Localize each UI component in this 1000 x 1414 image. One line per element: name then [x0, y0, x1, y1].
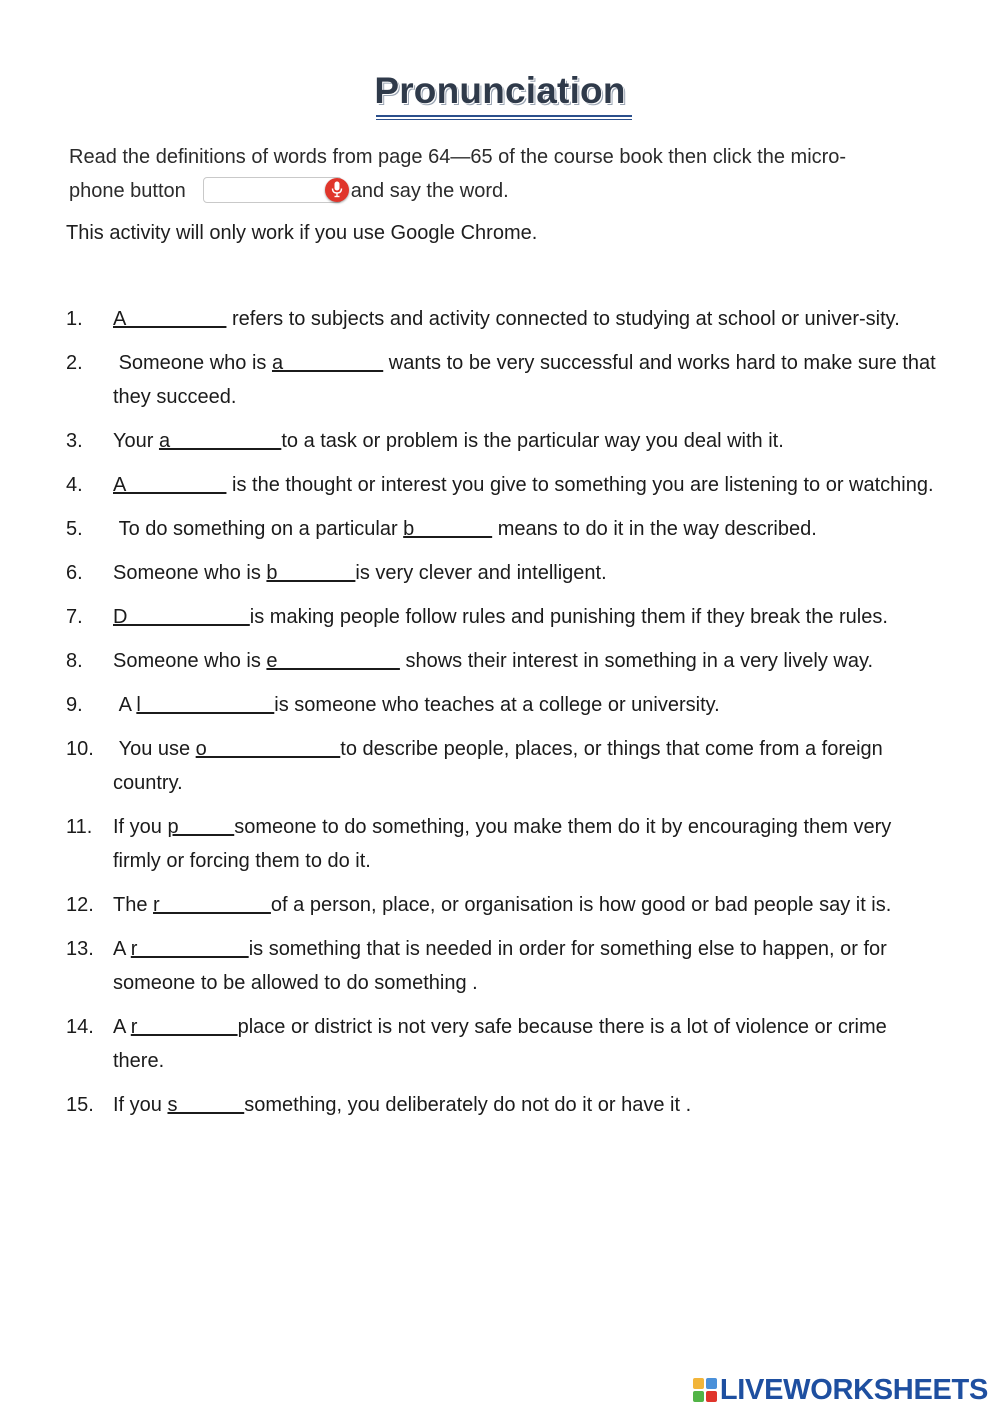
question-pre: A: [113, 1016, 131, 1038]
speech-input-box[interactable]: [203, 177, 342, 203]
question-pre: If you: [113, 816, 168, 838]
question-post: is very clever and intelligent.: [355, 562, 607, 584]
microphone-icon: [331, 181, 343, 198]
question-text: [113, 688, 936, 722]
answer-blank[interactable]: b: [403, 518, 493, 540]
answer-blank[interactable]: b: [266, 562, 356, 584]
question-text: [113, 810, 936, 878]
question-item: [66, 512, 936, 546]
question-number: 7.: [66, 606, 83, 628]
question-post: to describe people, places, or things that come from a foreign country.: [113, 738, 889, 794]
question-number: 3.: [66, 430, 83, 452]
question-text: [113, 600, 936, 634]
logo-square: [706, 1378, 717, 1389]
question-item: [66, 888, 936, 922]
question-post: to a task or problem is the particular way you deal with it.: [281, 430, 784, 452]
question-number: 6.: [66, 562, 83, 584]
title-underline: [376, 115, 632, 117]
question-post: something, you deliberately do not do it or have it .: [244, 1094, 692, 1116]
question-number: 11.: [66, 816, 93, 838]
question-post: is someone who teaches at a college or university.: [274, 694, 720, 716]
question-post: is the thought or interest you give to something you are listening to or watching.: [226, 474, 934, 496]
question-number: 13.: [66, 938, 94, 960]
instructions-line-2b: and say the word.: [350, 180, 509, 202]
question-number: 12.: [66, 894, 94, 916]
answer-blank[interactable]: s: [167, 1094, 245, 1116]
answer-blank[interactable]: l: [136, 694, 275, 716]
question-list: [66, 302, 942, 1132]
question-item: [66, 600, 936, 634]
question-text: [113, 346, 942, 414]
question-text: [113, 1010, 936, 1078]
question-post: means to do it in the way described.: [492, 518, 817, 540]
question-pre: Your: [113, 430, 159, 452]
question-post: is making people follow rules and punishing them if they break the rules.: [249, 606, 888, 628]
logo-square: [693, 1391, 704, 1402]
question-post: someone to do something, you make them do it by encouraging them very firmly or forcing them to do it.: [113, 816, 897, 872]
answer-blank[interactable]: r: [153, 894, 271, 916]
logo-text: LIVEWORKSHEETS: [719, 1373, 988, 1406]
question-post: of a person, place, or organisation is how good or bad people say it is.: [270, 894, 892, 916]
logo-square: [706, 1391, 717, 1402]
question-pre: The: [113, 894, 154, 916]
question-post: shows their interest in something in a very lively way.: [399, 650, 874, 672]
logo-square: [693, 1378, 704, 1389]
question-item: [66, 732, 936, 800]
question-item: [66, 810, 936, 878]
instructions-line-1: Read the definitions of words from page 64—65 of the course book then click the micro-: [69, 146, 847, 168]
question-number: 15.: [66, 1094, 94, 1116]
question-text: [113, 1088, 936, 1122]
question-number: 4.: [66, 474, 83, 496]
question-post: is something that is needed in order for something else to happen, or for someone to be allowed to do something .: [113, 938, 893, 994]
question-pre: Someone who is: [113, 650, 267, 672]
question-pre: A: [113, 938, 131, 960]
question-item: [66, 424, 936, 458]
liveworksheets-logo: [693, 1372, 988, 1408]
answer-blank[interactable]: p: [167, 816, 235, 838]
title-underline-secondary: [376, 119, 632, 120]
question-text: [113, 732, 936, 800]
question-item: [66, 688, 936, 722]
question-item: [66, 1088, 936, 1122]
question-item: [66, 644, 936, 678]
question-pre: To do something on a particular: [113, 518, 404, 540]
question-text: [113, 644, 936, 678]
question-text: [113, 556, 936, 590]
answer-blank[interactable]: r: [130, 938, 249, 960]
question-item: [66, 556, 936, 590]
answer-blank[interactable]: e: [266, 650, 400, 672]
question-item: [66, 346, 942, 414]
question-number: 1.: [66, 308, 83, 330]
question-text: [113, 932, 936, 1000]
question-number: 2.: [66, 352, 83, 374]
instructions-line-2a: phone button: [69, 180, 186, 202]
question-pre: Someone who is: [113, 562, 267, 584]
question-post: refers to subjects and activity connected to studying at school or univer-sity.: [226, 308, 900, 330]
question-text: [113, 512, 936, 546]
question-number: 10.: [66, 738, 94, 760]
question-post: wants to be very successful and works hard to make sure that they succeed.: [113, 352, 942, 408]
question-pre: A: [113, 694, 137, 716]
answer-blank[interactable]: a: [158, 430, 282, 452]
answer-blank[interactable]: A: [113, 474, 227, 496]
microphone-button[interactable]: [325, 178, 349, 202]
question-number: 9.: [66, 694, 83, 716]
question-post: place or district is not very safe because there is a lot of violence or crime there.: [113, 1016, 893, 1072]
question-item: [66, 1010, 936, 1078]
question-number: 5.: [66, 518, 83, 540]
question-text: [113, 888, 936, 922]
question-text: [113, 468, 936, 502]
logo-mark-icon: [693, 1378, 717, 1402]
instructions-line-2: [69, 174, 929, 208]
question-item: [66, 302, 936, 336]
question-item: [66, 468, 936, 502]
question-number: 14.: [66, 1016, 94, 1038]
answer-blank[interactable]: o: [195, 738, 341, 760]
question-number: 8.: [66, 650, 83, 672]
question-item: [66, 932, 936, 1000]
question-pre: Someone who is: [113, 352, 272, 374]
answer-blank[interactable]: r: [130, 1016, 238, 1038]
question-pre: You use: [113, 738, 196, 760]
question-text: [113, 424, 936, 458]
page-title: Pronunciation: [374, 70, 626, 111]
answer-blank[interactable]: A: [113, 308, 227, 330]
instructions: [69, 140, 929, 208]
answer-blank[interactable]: D: [113, 606, 250, 628]
browser-note: This activity will only work if you use Google Chrome.: [66, 222, 538, 244]
answer-blank[interactable]: a: [271, 352, 384, 374]
question-text: [113, 302, 936, 336]
question-pre: If you: [113, 1094, 168, 1116]
